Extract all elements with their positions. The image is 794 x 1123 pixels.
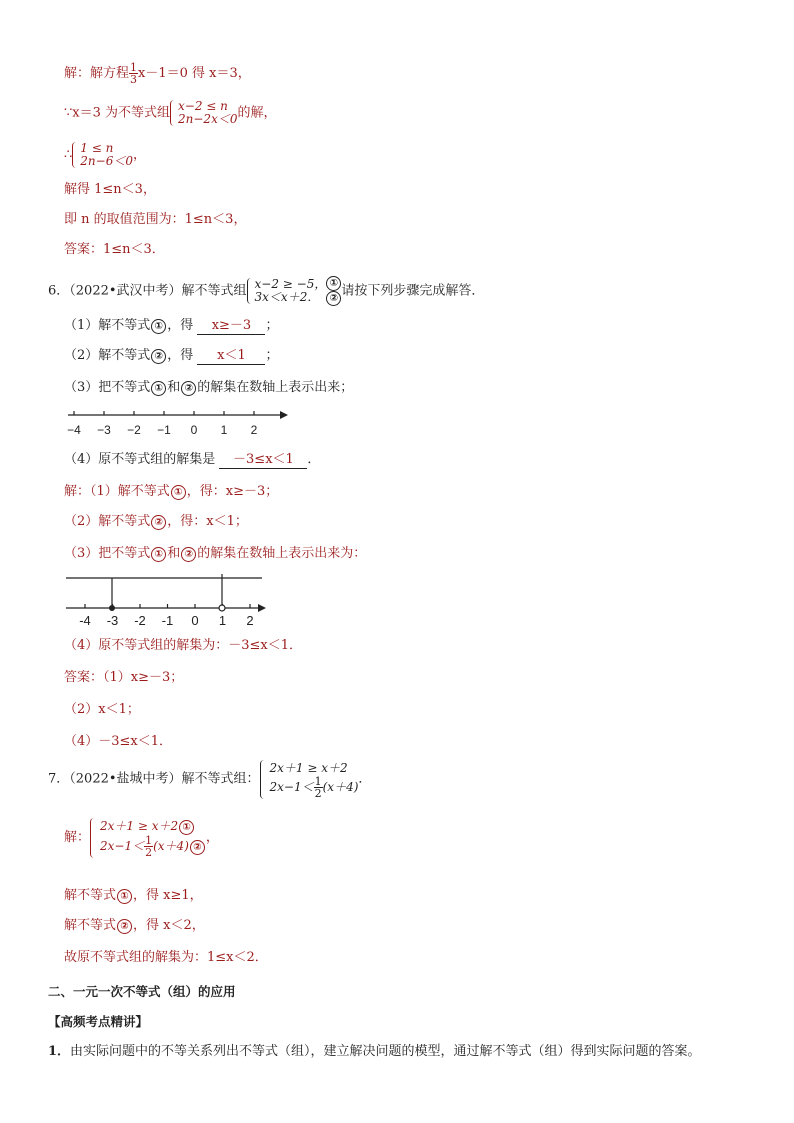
axis-tick-label: -4	[79, 613, 91, 628]
circled-1-icon: ①	[151, 547, 166, 562]
q6-step-2: （2）解不等式 ② ，得 x＜1 ；	[64, 348, 279, 363]
axis-tick-label: −4	[67, 423, 81, 437]
q6-step-1-answer: x≥－3	[197, 318, 265, 335]
circled-1-icon: ①	[117, 889, 132, 904]
p5-line-3: ∴ 1 ≤ n 2n−6＜0 ，	[64, 141, 146, 168]
circled-1-icon: ①	[151, 319, 166, 334]
inequality-system-q6: x−2 ≥ −5， 3x＜x＋2．	[247, 278, 327, 304]
q6-solution-2: （2）解不等式 ② ，得：x＜1；	[64, 514, 248, 529]
axis-tick-label: 1	[218, 613, 227, 628]
q6-step-2-answer: x＜1	[197, 348, 265, 365]
fraction-one-third: $\frac{1}{3}$	[130, 61, 138, 86]
q6-step-1: （1）解不等式 ① ，得 x≥－3 ；	[64, 318, 279, 333]
q7-line-1: 解不等式 ① ，得 x≥1，	[64, 888, 203, 903]
axis-tick-label: −3	[97, 423, 111, 437]
open-point	[219, 605, 225, 611]
q6-solution-3: （3）把不等式 ① 和 ② 的解集在数轴上表示出来为：	[64, 546, 367, 561]
axis-tick-label: −2	[127, 423, 141, 437]
axis-tick-label: 1	[220, 423, 228, 437]
q6-stem: 6．（2022•武汉中考）解不等式组 x−2 ≥ −5， 3x＜x＋2． ① ② 请按下列步骤完成解答．	[48, 277, 485, 304]
p5-line-2: ∵x＝3 为不等式组 x−2 ≤ n 2n−2x＜0 的解，	[64, 99, 277, 126]
axis-tick-label: 2	[250, 423, 258, 437]
circled-1-icon: ①	[171, 485, 186, 500]
section-2-heading: 二、一元一次不等式（组）的应用	[48, 984, 236, 999]
circled-2-icon: ②	[151, 349, 166, 364]
q6-solution-1: 解：（1）解不等式 ① ，得：x≥－3；	[64, 484, 279, 499]
circled-2-icon: ②	[151, 515, 166, 530]
circled-1-icon: ①	[326, 276, 341, 291]
q6-answer-2: （2）x＜1；	[64, 702, 140, 717]
fraction-one-half: $\frac{1}{2}$	[314, 775, 322, 800]
axis-tick-label: -3	[106, 613, 119, 628]
section-2-subheading: 【高频考点精讲】	[48, 1014, 149, 1029]
circled-2-icon: ②	[326, 291, 341, 306]
q7-line-2: 解不等式 ② ，得 x＜2，	[64, 918, 205, 933]
number-line-solution	[62, 572, 272, 632]
circled-2-icon: ②	[117, 919, 132, 934]
inequality-system-q7: 2x＋1 ≥ x＋2 2x−1＜ $\frac{1}{2}$ (x＋4)	[260, 760, 359, 799]
inequality-system-p5a: x−2 ≤ n 2n−2x＜0	[170, 100, 237, 126]
inequality-system-q7-solution: 2x＋1 ≥ x＋2 ① 2x−1＜ $\frac{1}{2}$ (x＋4) ②	[90, 818, 206, 858]
axis-arrow	[258, 604, 266, 612]
circled-2-icon: ②	[181, 547, 196, 562]
axis-tick-label: 0	[190, 423, 198, 437]
p5-line-4: 解得 1≤n＜3，	[64, 182, 156, 197]
q6-step-4-answer: －3≤x＜1	[219, 452, 307, 469]
circled-2-icon: ②	[181, 381, 196, 396]
circled-2-icon: ②	[190, 840, 205, 855]
section-2-point-1: 1．由实际问题中的不等关系列出不等式（组），建立解决问题的模型，通过解不等式（组）得到实际问题的答案。	[48, 1044, 701, 1059]
axis-tick-label: -1	[161, 613, 174, 628]
q7-line-3: 故原不等式组的解集为：1≤x＜2．	[64, 950, 268, 965]
inequality-system-p5b: 1 ≤ n 2n−6＜0	[72, 142, 133, 168]
p5-line-6: 答案：1≤n＜3．	[64, 242, 165, 257]
q6-step-4: （4）原不等式组的解集是 －3≤x＜1 ．	[64, 452, 321, 467]
q6-solution-4: （4）原不等式组的解集为：－3≤x＜1．	[64, 638, 303, 653]
closed-point	[109, 605, 115, 611]
q6-answer-4: （4）－3≤x＜1．	[64, 734, 173, 749]
q7-solution: 解： 2x＋1 ≥ x＋2 ① 2x−1＜ $\frac{1}{2}$ (x＋4) ② ，	[64, 819, 219, 859]
circled-1-icon: ①	[151, 381, 166, 396]
axis-tick-label: 0	[191, 613, 199, 628]
axis-tick-label: 2	[246, 613, 254, 628]
circled-1-icon: ①	[179, 820, 194, 835]
axis-tick-label: −1	[157, 423, 171, 437]
number-line-blank	[62, 404, 292, 440]
fraction-one-half: $\frac{1}{2}$	[145, 834, 153, 859]
p5-line-5: 即 n 的取值范围为：1≤n＜3，	[64, 212, 247, 227]
p5-line-1: 解：解方程 $\frac{1}{3}$ x－1＝0 得 x＝3，	[64, 61, 251, 86]
q6-answer-1: 答案：（1）x≥－3；	[64, 670, 184, 685]
q7-stem: 7．（2022•盐城中考）解不等式组： 2x＋1 ≥ x＋2 2x−1＜ $\frac{1}{2}$ (x＋4) ．	[48, 761, 372, 800]
axis-tick-label: -2	[134, 613, 146, 628]
q6-step-3: （3）把不等式 ① 和 ② 的解集在数轴上表示出来；	[64, 380, 354, 395]
